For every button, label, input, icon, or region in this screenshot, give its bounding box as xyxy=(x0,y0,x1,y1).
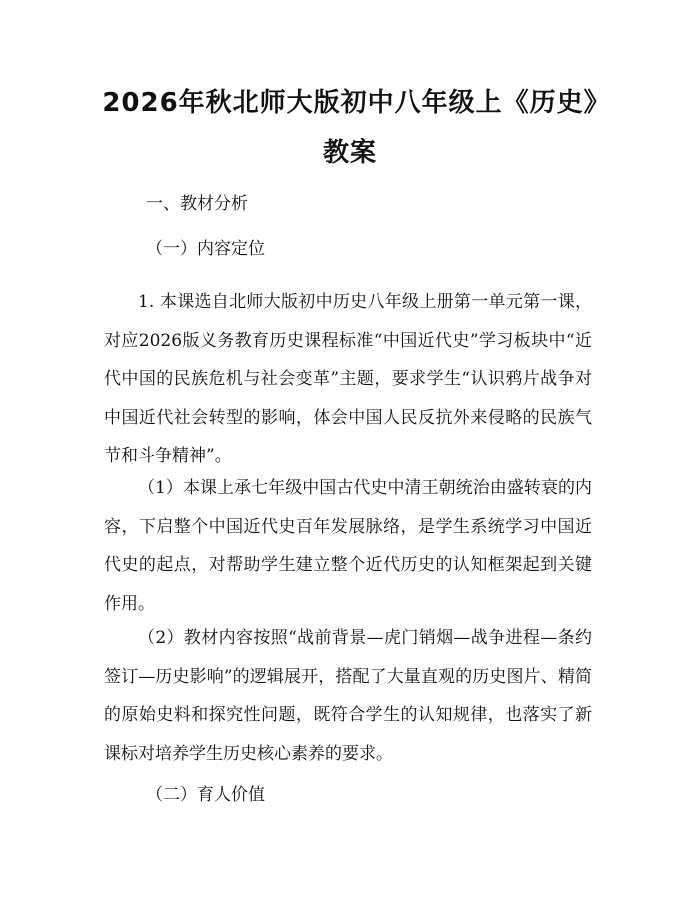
paragraph-textbook-structure: （2）教材内容按照“战前背景—虎门销烟—战争进程—条约签订—历史影响”的逻辑展开，搭配了大量直观的历史图片、精简的原始史料和探究性问题，既符合学生的认知规律，也落实了新课标对培养学生历史核心素养的要求。 xyxy=(104,628,592,764)
section-heading-textbook-analysis: 一、教材分析 xyxy=(146,194,248,214)
paragraph-lesson-position: （1）本课上承七年级中国古代史中清王朝统治由盛转衰的内容，下启整个中国近代史百年发展脉络，是学生系统学习中国近代史的起点，对帮助学生建立整个近代历史的认知框架起到关键作用。 xyxy=(104,478,592,614)
document-title: 2026年秋北师大版初中八年级上《历史》教案 xyxy=(102,88,598,168)
subsection-heading-educational-value: （二）育人价值 xyxy=(146,785,265,805)
subsection-heading-content-positioning: （一）内容定位 xyxy=(146,239,265,259)
paragraph-lesson-source: 1. 本课选自北师大版初中历史八年级上册第一单元第一课，对应2026版义务教育历史课程标准“中国近代史”学习板块中“近代中国的民族危机与社会变革”主题，要求学生“认识鸦片战争对中国近代社会转型的影响，体会中国人民反抗外来侵略的民族气节和斗争精神”。 xyxy=(104,292,592,466)
